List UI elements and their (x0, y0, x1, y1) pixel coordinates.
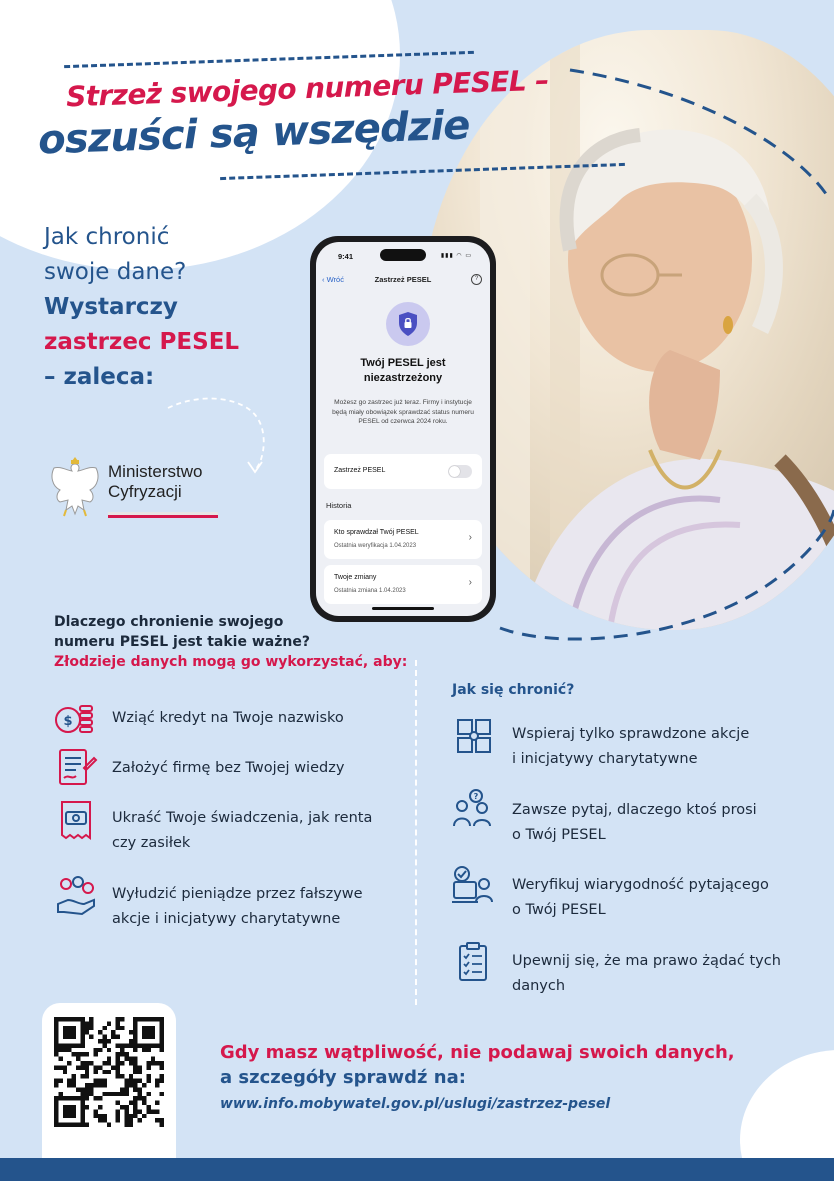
protect-heading: Jak się chronić? (452, 682, 575, 698)
donation-hand-icon (54, 874, 98, 918)
risk-item-1-line-1: Wziąć kredyt na Twoje nazwisko (112, 710, 344, 726)
risk-item-2-line-1: Założyć firmę bez Twojej wiedzy (112, 760, 345, 776)
history-card-checks-title: Kto sprawdzał Twój PESEL (334, 529, 419, 536)
risk-item-3-line-1: Ukraść Twoje świadczenia, jak renta (112, 810, 373, 826)
history-card-changes-subtitle: Ostatnia zmiana 1.04.2023 (334, 588, 406, 594)
back-button[interactable] (322, 275, 344, 284)
polish-flag-stripe (108, 512, 218, 518)
home-indicator (372, 607, 434, 610)
coins-money-icon (52, 696, 96, 740)
tip-item-4-line-1: Upewnij się, że ma prawo żądać tych (512, 953, 781, 969)
why-line-1: Dlaczego chronienie swojego (54, 614, 284, 630)
history-card-checks-subtitle: Ostatnia weryfikacja 1.04.2023 (334, 543, 417, 549)
ministry-name-line-1: Ministerstwo (108, 462, 203, 481)
tip-item-1-line-1: Wspieraj tylko sprawdzone akcje (512, 726, 750, 742)
tip-item-1-line-2: i inicjatywy charytatywne (512, 751, 698, 767)
svg-text:$: $ (63, 714, 73, 729)
intro-line-3: Wystarczy (44, 294, 178, 320)
chevron-right-icon: › (468, 577, 472, 588)
risk-item-4 (112, 882, 363, 932)
status-time: 9:41 (338, 252, 354, 261)
info-url-link[interactable]: www.info.mobywatel.gov.pl/uslugi/zastrzez-pesel (220, 1096, 611, 1112)
svg-text:?: ? (473, 792, 479, 801)
risk-item-4-line-1: Wyłudzić pieniądze przez fałszywe (112, 886, 363, 902)
intro-line-2: swoje dane? (44, 259, 187, 285)
money-receipt-icon (54, 798, 98, 842)
why-line-3: Złodzieje danych mogą go wykorzystać, aby: (54, 654, 408, 670)
history-heading: Historia (326, 501, 352, 510)
tip-item-2 (512, 798, 757, 848)
column-divider (415, 660, 417, 1005)
cta-text (220, 1040, 735, 1090)
intro-line-1: Jak chronić (44, 224, 170, 250)
people-question-icon (450, 788, 494, 832)
clipboard-checklist-icon (452, 940, 496, 984)
info-icon[interactable]: ? (471, 274, 482, 285)
history-card-changes[interactable] (324, 565, 482, 604)
risk-item-2 (112, 756, 344, 781)
tip-item-4-line-2: danych (512, 978, 566, 994)
chevron-right-icon: › (468, 532, 472, 543)
cta-line-1: Gdy masz wątpliwość, nie podawaj swoich danych, (220, 1042, 735, 1063)
hands-puzzle-icon (452, 714, 496, 758)
tip-item-2-line-1: Zawsze pytaj, dlaczego ktoś prosi (512, 802, 757, 818)
pesel-status-heading-line-1: Twój PESEL jest (360, 357, 446, 369)
shield-badge (386, 302, 430, 346)
cta-line-2: a szczegóły sprawdź na: (220, 1067, 466, 1088)
intro-line-4: zastrzec PESEL (44, 329, 240, 355)
qr-code-icon[interactable] (54, 1017, 164, 1127)
tip-item-1 (512, 722, 749, 772)
why-heading (54, 612, 407, 672)
white-eagle-emblem-icon (46, 456, 104, 520)
pesel-status-heading-line-2: niezastrzeżony (363, 372, 443, 384)
pesel-status-description: Możesz go zastrzec już teraz. Firmy i instytucje będą miały obowiązek sprawdzać status numeru PESEL od czerwca 2024 roku. (332, 399, 474, 425)
intro-text (44, 220, 274, 395)
footer-bar (0, 1158, 834, 1181)
headline-top: Strzeż swojego numeru PESEL – (65, 63, 550, 114)
signal-battery-icon: ▮▮▮ ◠ ▭ (440, 253, 472, 259)
tip-item-3 (512, 873, 769, 923)
why-line-2: numeru PESEL jest takie ważne? (54, 634, 310, 650)
history-card-changes-title: Twoje zmiany (334, 574, 377, 581)
back-label: Wróć (326, 275, 344, 284)
dynamic-island (380, 249, 426, 261)
zastrzez-pesel-toggle[interactable] (448, 465, 472, 478)
history-card-checks[interactable] (324, 520, 482, 559)
toggle-label: Zastrzeż PESEL (334, 467, 386, 474)
verify-person-icon (450, 864, 494, 908)
phone-screen (316, 242, 490, 616)
pesel-status-heading (316, 356, 490, 386)
ministry-name-line-2: Cyfryzacji (108, 482, 182, 501)
screen-title: Zastrzeż PESEL (374, 275, 432, 284)
tip-item-3-line-2: o Twój PESEL (512, 902, 606, 918)
chevron-left-icon: ‹ (322, 275, 327, 284)
tip-item-2-line-2: o Twój PESEL (512, 827, 606, 843)
headline-main: oszuści są wszędzie (37, 102, 471, 164)
intro-line-5: – zaleca: (44, 364, 155, 390)
document-sign-icon (54, 746, 98, 790)
ministry-name (108, 462, 202, 502)
qr-code-card (42, 1003, 176, 1181)
shield-lock-icon (386, 302, 430, 346)
toggle-card (324, 454, 482, 489)
risk-item-1 (112, 706, 344, 731)
tip-item-3-line-1: Weryfikuj wiarygodność pytającego (512, 877, 769, 893)
ministry-logo (46, 456, 236, 526)
risk-item-3-line-2: czy zasiłek (112, 835, 191, 851)
risk-item-3 (112, 806, 372, 856)
tip-item-4 (512, 949, 781, 999)
risk-item-4-line-2: akcje i inicjatywy charytatywne (112, 911, 341, 927)
phone-mockup (310, 236, 496, 622)
